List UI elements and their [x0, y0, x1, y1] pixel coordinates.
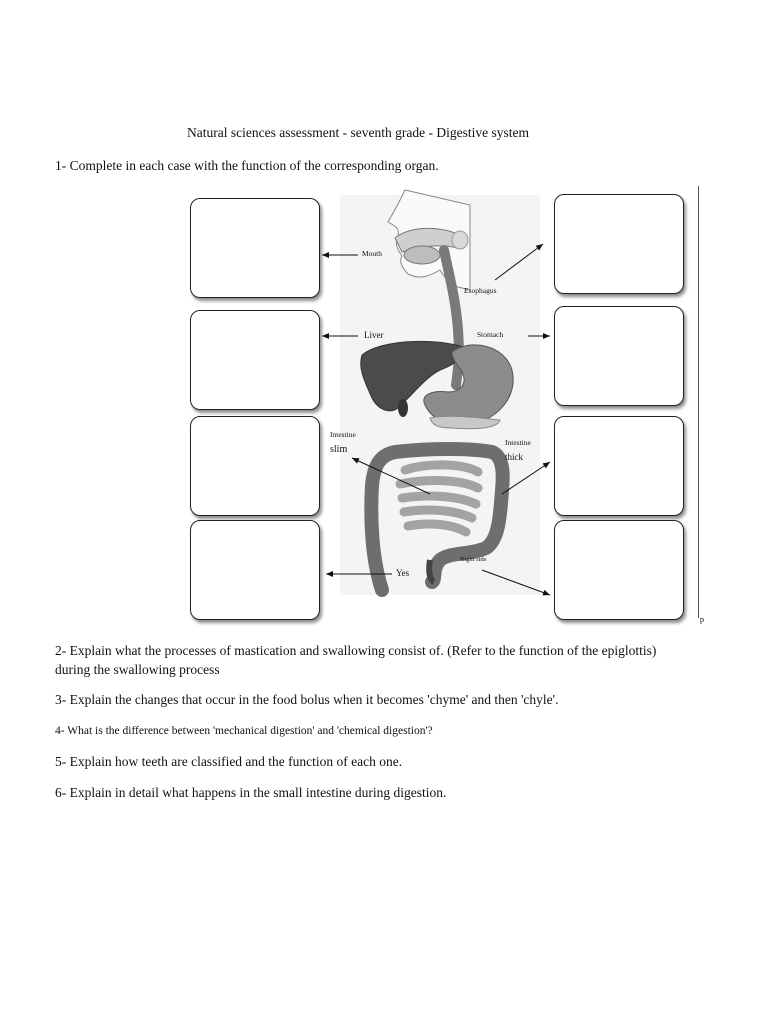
answer-box-intestine-slim[interactable]: [190, 416, 320, 516]
answer-box-intestine-thick[interactable]: [554, 416, 684, 516]
question-4: 4- What is the difference between 'mechanical digestion' and 'chemical digestion'?: [55, 725, 433, 737]
label-intestine-thick-1: Intestine: [505, 438, 531, 447]
label-liver: Liver: [364, 330, 384, 340]
question-1: 1- Complete in each case with the function of the corresponding organ.: [55, 158, 439, 173]
label-stomach: Stomach: [477, 330, 504, 339]
label-mouth: Mouth: [362, 249, 383, 258]
page-title: Natural sciences assessment - seventh grade - Digestive system: [187, 125, 529, 140]
page-mark: d: [700, 616, 704, 625]
label-intestine-slim-1: Intestine: [330, 430, 356, 439]
answer-box-yes[interactable]: [190, 520, 320, 620]
question-6: 6- Explain in detail what happens in the small intestine during digestion.: [55, 785, 447, 800]
gallbladder: [398, 399, 408, 417]
answer-box-stomach[interactable]: [554, 306, 684, 406]
tongue: [404, 246, 440, 264]
label-right-side: Right side: [460, 556, 487, 563]
label-intestine-thick-2: thick: [505, 452, 523, 462]
page-edge-line: [698, 186, 699, 618]
salivary-gland: [452, 231, 468, 249]
question-2-line-2: during the swallowing process: [55, 662, 220, 677]
label-intestine-slim-2: slim: [330, 444, 348, 455]
label-esophagus: Esophagus: [464, 286, 497, 295]
answer-box-esophagus[interactable]: [554, 194, 684, 294]
question-2: [55, 641, 695, 679]
answer-box-right-side[interactable]: [554, 520, 684, 620]
answer-box-mouth[interactable]: [190, 198, 320, 298]
question-2-line-1: 2- Explain what the processes of mastication and swallowing consist of. (Refer to the function of the epiglottis): [55, 643, 657, 658]
question-5: 5- Explain how teeth are classified and the function of each one.: [55, 754, 403, 769]
answer-box-liver[interactable]: [190, 310, 320, 410]
question-3: 3- Explain the changes that occur in the food bolus when it becomes 'chyme' and then 'chyle'.: [55, 692, 559, 707]
label-yes: Yes: [396, 568, 410, 578]
